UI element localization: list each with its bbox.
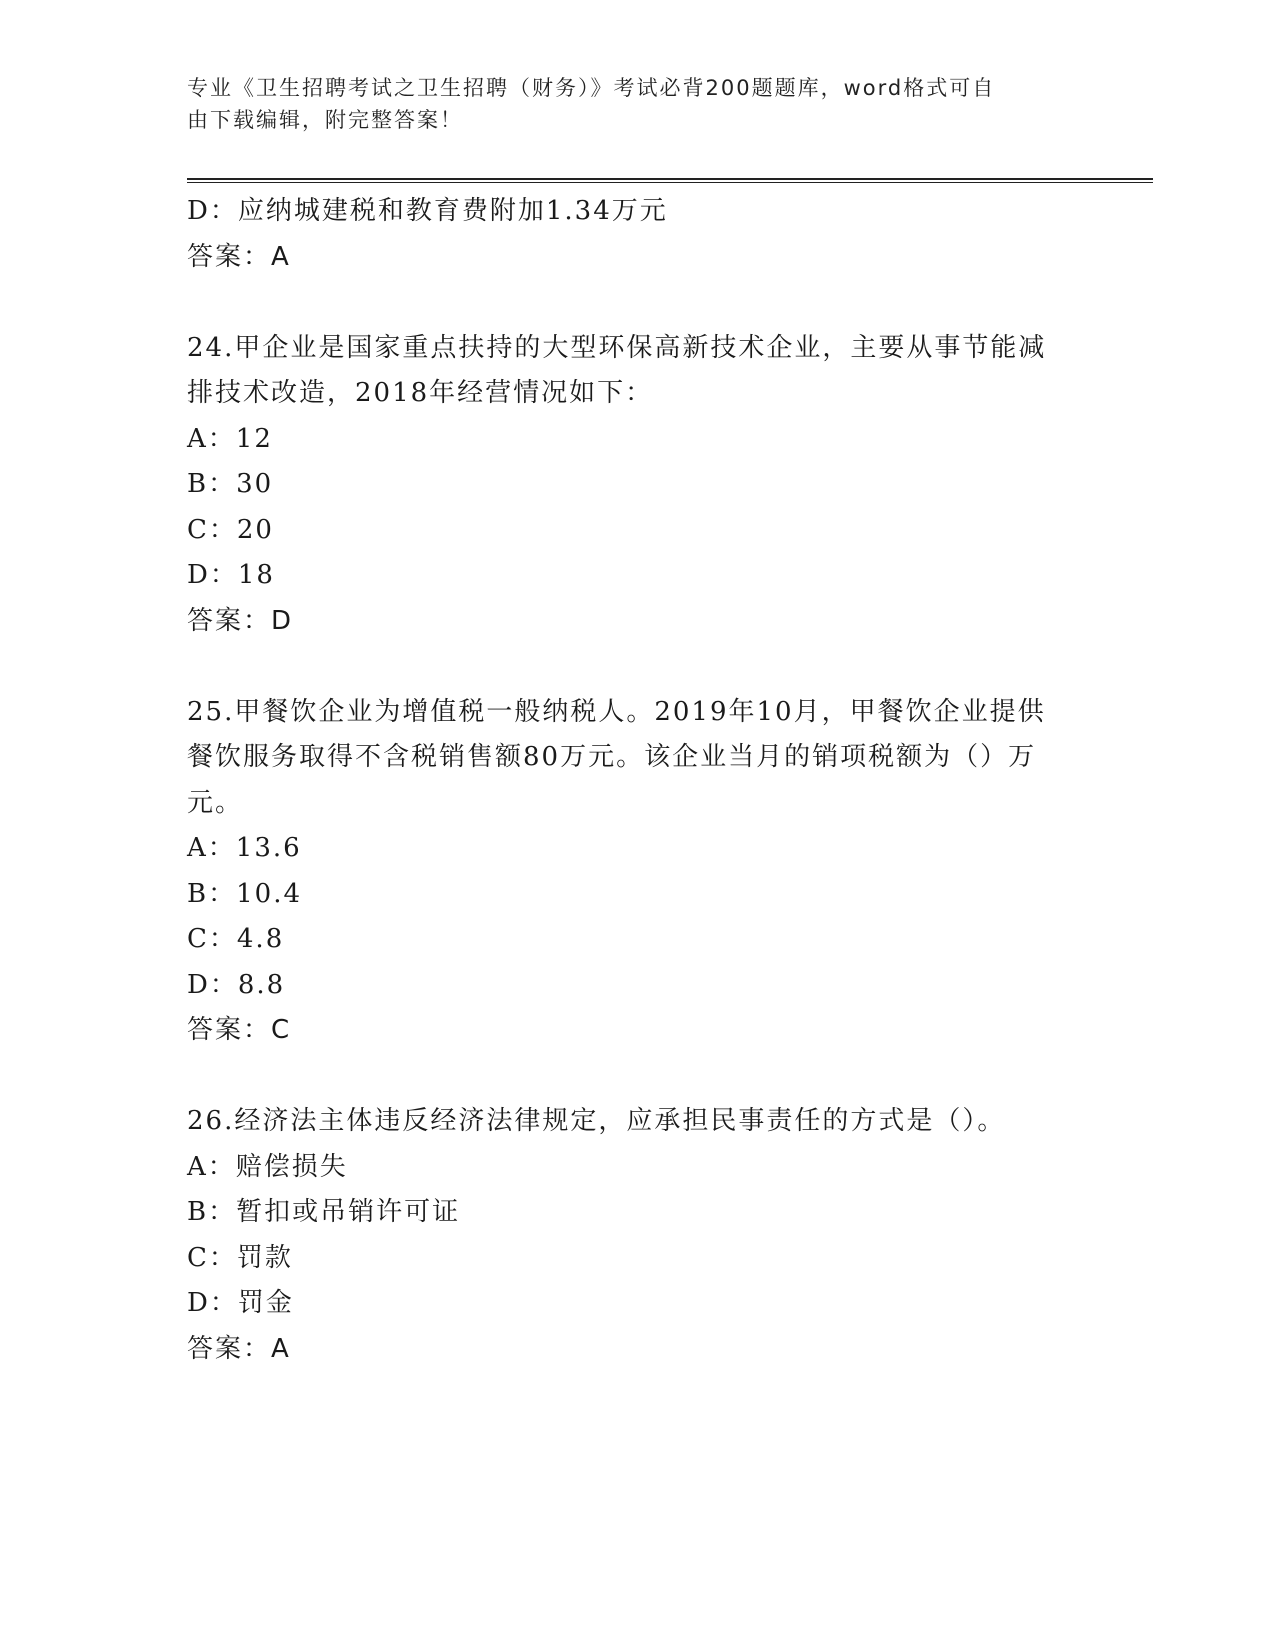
option-a: A：赔偿损失 xyxy=(187,1151,348,1182)
question-text: 元。 xyxy=(187,787,244,818)
answer-line: 答案：A xyxy=(187,1333,291,1364)
option-d: D：应纳城建税和教育费附加1.34万元 xyxy=(187,196,668,226)
question-text: 25.甲餐饮企业为增值税一般纳税人。2019年10月，甲餐饮企业提供 xyxy=(187,696,1046,727)
spacer xyxy=(187,1054,1087,1100)
answer-line: 答案：C xyxy=(187,1015,292,1045)
question-text: 24.甲企业是国家重点扶持的大型环保高新技术企业，主要从事节能减 xyxy=(187,332,1047,363)
document-header xyxy=(187,72,1087,136)
option-b: B：30 xyxy=(187,469,274,499)
question-24 xyxy=(187,326,1087,645)
option-b: B：10.4 xyxy=(187,878,302,909)
spacer xyxy=(187,644,1087,690)
spacer xyxy=(187,280,1087,326)
answer-line: 答案：A xyxy=(187,241,291,272)
document-body xyxy=(187,189,1087,1372)
header-line-2: 由下载编辑，附完整答案！ xyxy=(187,108,463,132)
option-a: A：12 xyxy=(187,423,273,454)
option-b: B：暂扣或吊销许可证 xyxy=(187,1197,461,1227)
answer-line: 答案：D xyxy=(187,605,294,636)
carryover-question xyxy=(187,189,1087,280)
header-line-1: 专业《卫生招聘考试之卫生招聘（财务）》考试必背200题题库，word格式可自 xyxy=(187,76,996,100)
option-d: D：罚金 xyxy=(187,1288,294,1318)
option-a: A：13.6 xyxy=(187,833,302,863)
option-d: D：8.8 xyxy=(187,969,286,1000)
option-d: D：18 xyxy=(187,560,275,590)
question-text: 26.经济法主体违反经济法律规定，应承担民事责任的方式是（）。 xyxy=(187,1106,1006,1136)
header-divider-thin xyxy=(187,182,1153,183)
header-divider-thick xyxy=(187,178,1153,180)
question-text: 餐饮服务取得不含税销售额80万元。该企业当月的销项税额为（）万 xyxy=(187,742,1037,772)
question-25 xyxy=(187,690,1087,1054)
question-text: 排技术改造，2018年经营情况如下： xyxy=(187,378,654,408)
option-c: C：20 xyxy=(187,514,274,545)
option-c: C：4.8 xyxy=(187,924,285,954)
question-26 xyxy=(187,1099,1087,1372)
option-c: C：罚款 xyxy=(187,1242,293,1273)
